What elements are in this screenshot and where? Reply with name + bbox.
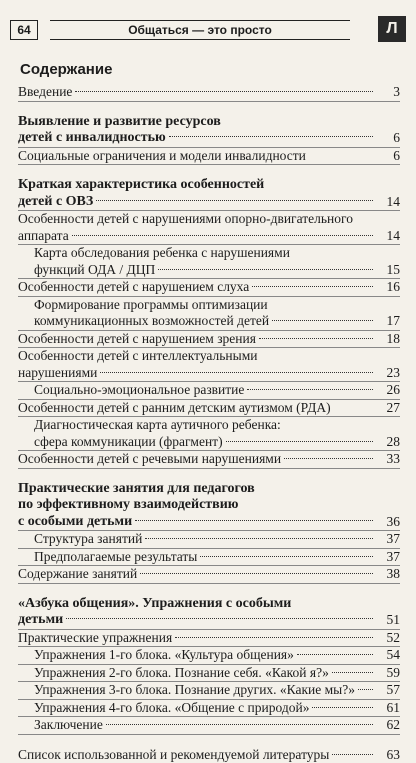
running-title: Общаться — это просто bbox=[50, 20, 350, 40]
toc-entry[interactable] bbox=[18, 114, 400, 148]
dot-leader bbox=[358, 689, 373, 690]
toc-entry-text: Формирование программы оптимизации bbox=[34, 297, 268, 312]
toc-entry-text: Упражнения 1-го блока. «Культура общения» bbox=[34, 647, 294, 664]
dot-leader bbox=[226, 441, 373, 442]
page-number: 64 bbox=[10, 20, 38, 40]
toc-entry-text: Введение bbox=[18, 84, 72, 101]
toc-entry[interactable] bbox=[18, 747, 400, 763]
toc-entry[interactable] bbox=[18, 717, 400, 735]
toc-entry[interactable] bbox=[18, 531, 400, 549]
toc-entry[interactable] bbox=[18, 348, 400, 382]
dot-leader bbox=[252, 286, 373, 287]
dot-leader bbox=[175, 637, 373, 638]
toc-entry-text: Структура занятий bbox=[34, 531, 142, 548]
toc-entry-text: Социальные ограничения и модели инвалидности bbox=[18, 148, 306, 165]
toc-page-number: 52 bbox=[376, 630, 400, 647]
toc-list bbox=[18, 84, 400, 763]
toc-page-number: 27 bbox=[376, 400, 400, 417]
toc-entry-text: Заключение bbox=[34, 717, 103, 734]
toc-entry[interactable] bbox=[18, 700, 400, 718]
toc-entry-text: Особенности детей с нарушением зрения bbox=[18, 331, 256, 348]
toc-entry[interactable] bbox=[18, 417, 400, 451]
toc-page-number: 6 bbox=[376, 148, 400, 165]
dot-leader bbox=[332, 754, 373, 755]
toc-entry[interactable] bbox=[18, 682, 400, 700]
toc-entry[interactable] bbox=[18, 665, 400, 683]
toc-entry-text: детьми bbox=[18, 612, 63, 629]
toc-entry-text: детей с инвалидностью bbox=[18, 130, 166, 147]
toc-entry-text: коммуникационных возможностей детей bbox=[34, 313, 269, 330]
toc-page-number: 37 bbox=[376, 531, 400, 548]
toc-entry-text: Социально-эмоциональное развитие bbox=[34, 382, 244, 399]
toc-page-number: 62 bbox=[376, 717, 400, 734]
toc-entry-text: аппарата bbox=[18, 228, 69, 245]
toc-entry-text: Практические упражнения bbox=[18, 630, 172, 647]
toc-entry-text: Карта обследования ребенка с нарушениями bbox=[34, 245, 290, 260]
toc-entry[interactable] bbox=[18, 630, 400, 648]
toc-entry-text: Особенности детей с интеллектуальными bbox=[18, 348, 257, 363]
section-gap bbox=[18, 165, 400, 177]
toc-entry-text: Особенности детей с речевыми нарушениями bbox=[18, 451, 281, 468]
dot-leader bbox=[297, 654, 373, 655]
dot-leader bbox=[140, 573, 373, 574]
toc-entry[interactable] bbox=[18, 279, 400, 297]
toc-entry[interactable] bbox=[18, 84, 400, 102]
section-gap bbox=[18, 735, 400, 747]
section-gap bbox=[18, 584, 400, 596]
dot-leader bbox=[247, 389, 373, 390]
toc-page-number: 37 bbox=[376, 549, 400, 566]
toc-entry-text: «Азбука общения». Упражнения с особыми bbox=[18, 596, 291, 611]
toc-entry-text: Содержание занятий bbox=[18, 566, 137, 583]
toc-entry[interactable] bbox=[18, 596, 400, 630]
toc-entry-text: Особенности детей с нарушениями опорно-двигательного bbox=[18, 211, 353, 226]
toc-page-number: 16 bbox=[376, 279, 400, 296]
toc-entry-text: по эффективному взаимодействию bbox=[18, 497, 239, 512]
toc-entry-text: с особыми детьми bbox=[18, 514, 132, 531]
dot-leader bbox=[72, 235, 373, 236]
dot-leader bbox=[66, 618, 373, 619]
toc-page-number: 61 bbox=[376, 700, 400, 717]
toc-entry-text: нарушениями bbox=[18, 365, 97, 382]
toc-entry[interactable] bbox=[18, 297, 400, 331]
toc-entry-text: Особенности детей с ранним детским аутизмом (РДА) bbox=[18, 400, 331, 417]
toc-entry-text: сфера коммуникации (фрагмент) bbox=[34, 434, 223, 451]
toc-entry[interactable] bbox=[18, 549, 400, 567]
dot-leader bbox=[332, 672, 373, 673]
toc-entry-text: Упражнения 4-го блока. «Общение с природой» bbox=[34, 700, 309, 717]
dot-leader bbox=[75, 91, 373, 92]
toc-page-number: 23 bbox=[376, 365, 400, 382]
toc-page-number: 6 bbox=[376, 130, 400, 147]
toc-entry[interactable] bbox=[18, 211, 400, 245]
dot-leader bbox=[312, 707, 373, 708]
toc-page-number: 28 bbox=[376, 434, 400, 451]
toc-entry[interactable] bbox=[18, 331, 400, 349]
toc-entry[interactable] bbox=[18, 148, 400, 166]
dot-leader bbox=[158, 269, 373, 270]
toc-page-number: 57 bbox=[376, 682, 400, 699]
toc-page-number: 14 bbox=[376, 194, 400, 211]
dot-leader bbox=[135, 520, 373, 521]
dot-leader bbox=[200, 556, 373, 557]
toc-page-number: 3 bbox=[376, 84, 400, 101]
toc-entry-text: Краткая характеристика особенностей bbox=[18, 177, 264, 192]
toc-entry-text: Список использованной и рекомендуемой литературы bbox=[18, 747, 329, 763]
toc-entry[interactable] bbox=[18, 647, 400, 665]
toc-entry-text: Практические занятия для педагогов bbox=[18, 481, 255, 496]
toc-entry-text: Особенности детей с нарушением слуха bbox=[18, 279, 249, 296]
toc-page-number: 18 bbox=[376, 331, 400, 348]
toc-page-number: 59 bbox=[376, 665, 400, 682]
toc-entry-text: Выявление и развитие ресурсов bbox=[18, 114, 221, 129]
corner-badge: Л bbox=[378, 16, 406, 42]
toc-entry-text: детей с ОВЗ bbox=[18, 194, 93, 211]
toc-page-number: 38 bbox=[376, 566, 400, 583]
toc-page-number: 14 bbox=[376, 228, 400, 245]
toc-page-number: 26 bbox=[376, 382, 400, 399]
toc-entry[interactable] bbox=[18, 481, 400, 532]
dot-leader bbox=[259, 338, 373, 339]
dot-leader bbox=[106, 724, 373, 725]
toc-entry-text: Упражнения 2-го блока. Познание себя. «Какой я?» bbox=[34, 665, 329, 682]
toc-title: Содержание bbox=[20, 61, 112, 78]
toc-page-number: 54 bbox=[376, 647, 400, 664]
dot-leader bbox=[96, 200, 373, 201]
toc-entry[interactable] bbox=[18, 400, 400, 418]
section-gap bbox=[18, 469, 400, 481]
toc-entry[interactable] bbox=[18, 177, 400, 211]
toc-page-number: 15 bbox=[376, 262, 400, 279]
dot-leader bbox=[169, 136, 373, 137]
toc-page-number: 36 bbox=[376, 514, 400, 531]
dot-leader bbox=[100, 372, 373, 373]
dot-leader bbox=[145, 538, 373, 539]
toc-entry-text: Упражнения 3-го блока. Познание других. «Какие мы?» bbox=[34, 682, 355, 699]
toc-entry-text: Предполагаемые результаты bbox=[34, 549, 197, 566]
toc-entry[interactable] bbox=[18, 566, 400, 584]
toc-entry[interactable] bbox=[18, 245, 400, 279]
toc-entry[interactable] bbox=[18, 451, 400, 469]
toc-page-number: 17 bbox=[376, 313, 400, 330]
toc-entry-text: Диагностическая карта аутичного ребенка: bbox=[34, 417, 281, 432]
running-header bbox=[10, 4, 406, 40]
section-gap bbox=[18, 102, 400, 114]
dot-leader bbox=[284, 458, 373, 459]
toc-page-number: 63 bbox=[376, 747, 400, 763]
toc-entry[interactable] bbox=[18, 382, 400, 400]
toc-entry-text: функций ОДА / ДЦП bbox=[34, 262, 155, 279]
toc-page-number: 51 bbox=[376, 612, 400, 629]
toc-page-number: 33 bbox=[376, 451, 400, 468]
dot-leader bbox=[272, 320, 373, 321]
